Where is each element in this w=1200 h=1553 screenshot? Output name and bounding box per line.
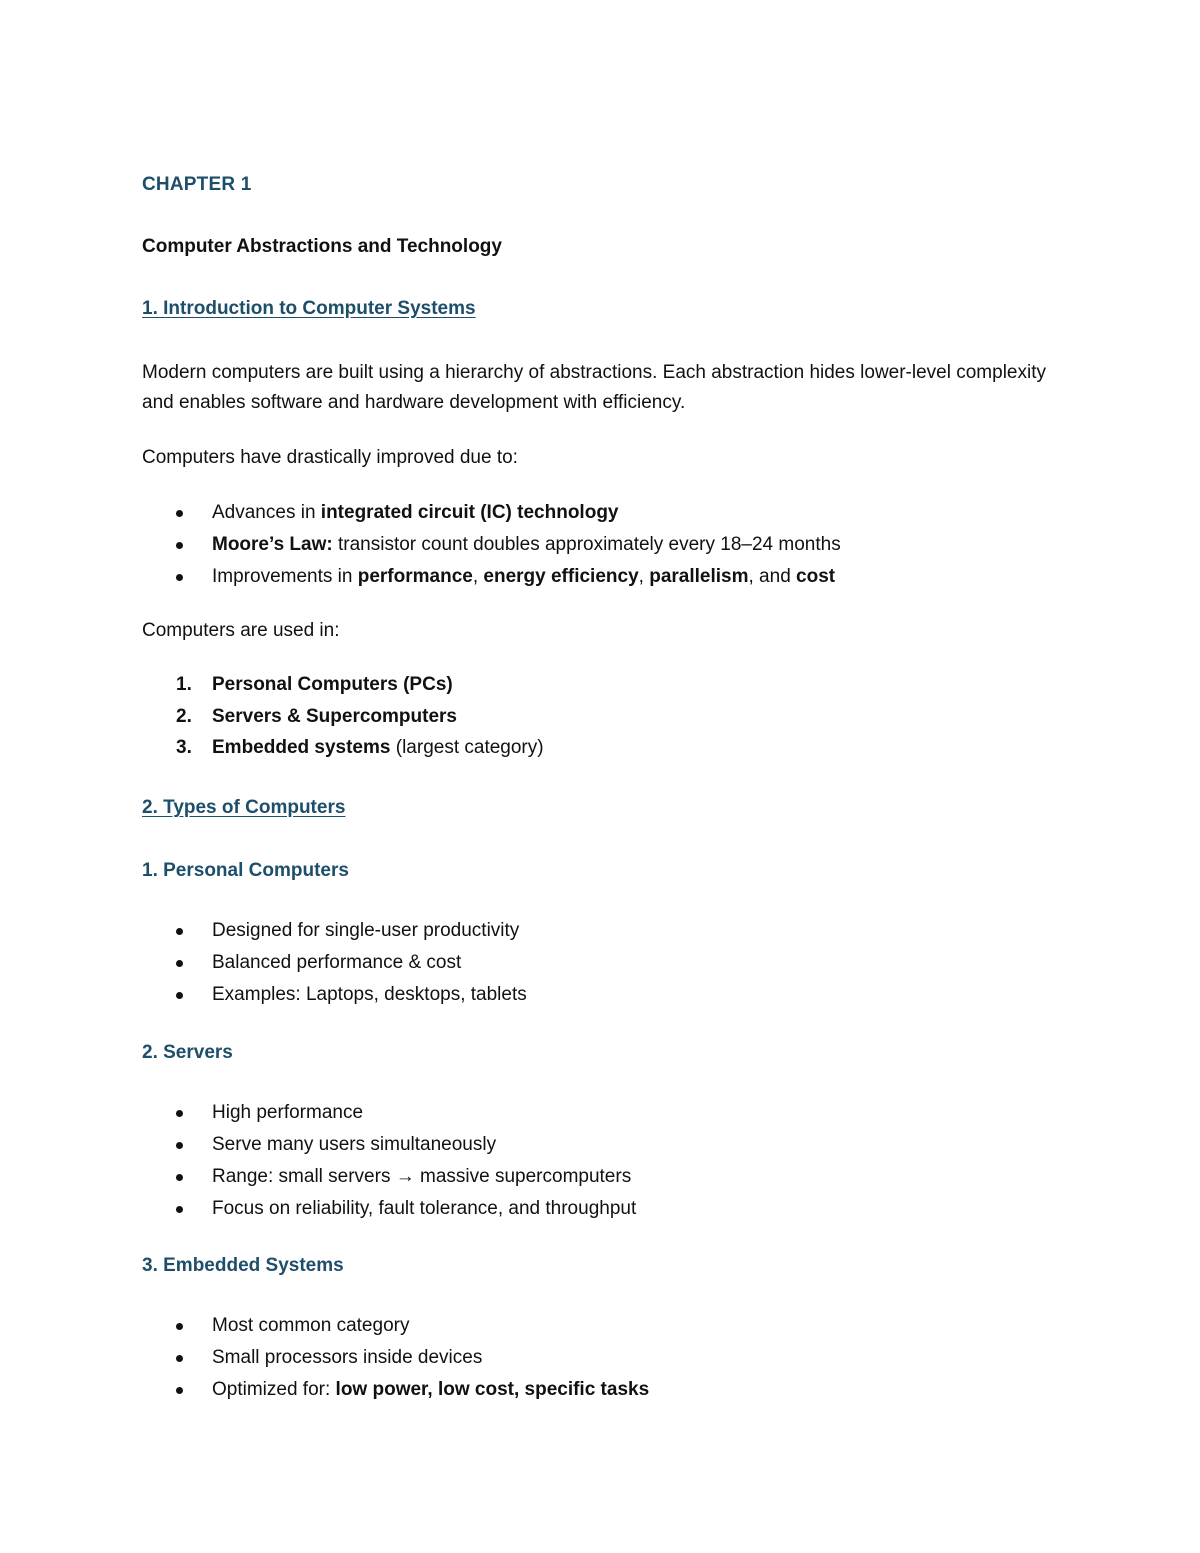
subheading-servers: 2. Servers — [142, 1042, 233, 1063]
list-item: Range: small servers → massive supercomputers — [142, 1161, 636, 1193]
servers-list — [142, 1097, 636, 1225]
subheading-personal-computers: 1. Personal Computers — [142, 860, 349, 881]
list-item: Moore’s Law: transistor count doubles approximately every 18–24 months — [142, 529, 841, 561]
list-item: Serve many users simultaneously — [142, 1129, 636, 1161]
bullet-icon — [176, 960, 183, 967]
bullet-icon — [176, 992, 183, 999]
bullet-icon — [176, 1323, 183, 1330]
list-item: 1. Personal Computers (PCs) — [176, 674, 453, 695]
bullet-icon — [176, 1387, 183, 1394]
page-title: Computer Abstractions and Technology — [142, 236, 502, 257]
bullet-icon — [176, 542, 183, 549]
bullet-icon — [176, 928, 183, 935]
subheading-embedded-systems: 3. Embedded Systems — [142, 1255, 344, 1276]
list-item: Small processors inside devices — [142, 1342, 649, 1374]
list-item: Balanced performance & cost — [142, 947, 527, 979]
improved-lead-text: Computers have drastically improved due to: — [142, 447, 518, 468]
section-heading-types[interactable]: 2. Types of Computers — [142, 797, 346, 818]
list-item: 2. Servers & Supercomputers — [176, 706, 457, 727]
list-item: Focus on reliability, fault tolerance, and throughput — [142, 1193, 636, 1225]
bullet-icon — [176, 1142, 183, 1149]
section-heading-introduction[interactable]: 1. Introduction to Computer Systems — [142, 298, 476, 319]
list-item: Examples: Laptops, desktops, tablets — [142, 979, 527, 1011]
uses-list — [142, 669, 544, 764]
list-item: High performance — [142, 1097, 636, 1129]
bullet-icon — [176, 1206, 183, 1213]
list-item: Most common category — [142, 1310, 649, 1342]
list-item: Advances in integrated circuit (IC) technology — [142, 497, 841, 529]
chapter-label: CHAPTER 1 — [142, 174, 252, 195]
list-item: Designed for single-user productivity — [142, 915, 527, 947]
used-lead-text: Computers are used in: — [142, 620, 340, 641]
list-item: Optimized for: low power, low cost, specific tasks — [142, 1374, 649, 1406]
embedded-systems-list — [142, 1310, 649, 1406]
improvements-list — [142, 497, 841, 593]
bullet-icon — [176, 1174, 183, 1181]
list-item: Improvements in performance, energy efficiency, parallelism, and cost — [142, 561, 841, 593]
personal-computers-list — [142, 915, 527, 1011]
bullet-icon — [176, 574, 183, 581]
bullet-icon — [176, 1355, 183, 1362]
bullet-icon — [176, 510, 183, 517]
list-item: 3. Embedded systems (largest category) — [176, 737, 544, 758]
bullet-icon — [176, 1110, 183, 1117]
intro-paragraph: Modern computers are built using a hierarchy of abstractions. Each abstraction hides lower-level complexity and enables software and hardware development with efficiency. — [142, 362, 1046, 413]
